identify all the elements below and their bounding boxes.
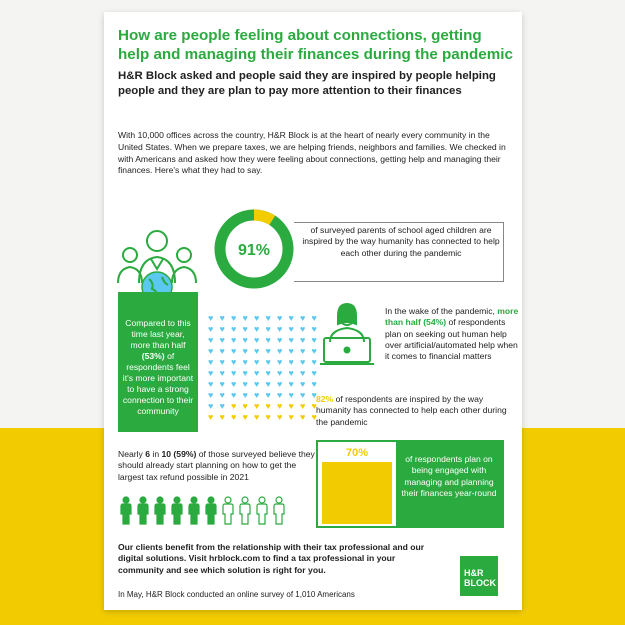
stat-82-text: 82% of respondents are inspired by the way humanity has connected to help each other during the pandemic <box>316 394 507 427</box>
heart-icon: ♥ <box>254 313 260 323</box>
stat-91-text: of surveyed parents of school aged children are inspired by the way humanity has connected to help each other during the pandemic <box>302 225 500 258</box>
heart-icon: ♥ <box>265 390 271 400</box>
heart-icon: ♥ <box>300 390 306 400</box>
stat-70-text: of respondents plan on being engaged with managing and planning their finances year-round <box>401 454 497 498</box>
heart-icon: ♥ <box>208 379 214 389</box>
heart-icon: ♥ <box>311 390 317 400</box>
heart-icon: ♥ <box>277 335 283 345</box>
stat-70-bar <box>322 462 392 524</box>
heart-icon: ♥ <box>311 346 317 356</box>
heart-icon: ♥ <box>300 313 306 323</box>
survey-note: In May, H&R Block conducted an online survey of 1,010 Americans <box>118 590 355 599</box>
heart-icon: ♥ <box>219 313 225 323</box>
heart-icon: ♥ <box>219 412 225 422</box>
heart-icon: ♥ <box>208 401 214 411</box>
heart-icon: ♥ <box>265 401 271 411</box>
heart-icon: ♥ <box>277 390 283 400</box>
heart-icon: ♥ <box>242 313 248 323</box>
stat-59-text: Nearly 6 in 10 (59%) of those surveyed believe they should already start planning on how to get the largest tax refund possible in 2021 <box>118 449 315 482</box>
heart-icon: ♥ <box>219 346 225 356</box>
heart-icon: ♥ <box>231 401 237 411</box>
person-laptop-icon <box>316 302 378 368</box>
heart-icon: ♥ <box>254 368 260 378</box>
community-connection-text: Compared to this time last year, more than half (53%) of respondents feel it's more important to have a strong connection to their community <box>122 318 194 416</box>
hearts-grid <box>208 314 328 426</box>
heart-icon: ♥ <box>288 379 294 389</box>
heart-icon: ♥ <box>288 346 294 356</box>
heart-icon: ♥ <box>265 335 271 345</box>
heart-icon: ♥ <box>288 401 294 411</box>
heart-icon: ♥ <box>231 335 237 345</box>
infographic-page <box>104 12 522 610</box>
person-filled-icon <box>189 497 199 524</box>
heart-icon: ♥ <box>300 357 306 367</box>
heart-icon: ♥ <box>231 390 237 400</box>
page-subtitle: H&R Block asked and people said they are inspired by people helping people and they are plan to pay more attention to their finances <box>118 70 496 97</box>
heart-icon: ♥ <box>300 335 306 345</box>
heart-icon: ♥ <box>288 324 294 334</box>
donut-91-value: 91% <box>237 242 271 259</box>
heart-icon: ♥ <box>242 401 248 411</box>
closing-paragraph: Our clients benefit from the relationship with their tax professional and our digital solutions. Visit hrblock.com to find a tax professional in your community and see which solution is right for you. <box>118 542 425 575</box>
heart-icon: ♥ <box>265 313 271 323</box>
heart-icon: ♥ <box>242 368 248 378</box>
heart-icon: ♥ <box>231 357 237 367</box>
heart-icon: ♥ <box>300 401 306 411</box>
heart-icon: ♥ <box>208 346 214 356</box>
intro-paragraph: With 10,000 offices across the country, H&R Block is at the heart of nearly every community in the United States. When we prepare taxes, we are helping friends, neighbors and families. We checked in with Americans and asked how they were feeling about connections, getting help and managing their finances. Here's what they had to say. <box>118 130 506 176</box>
page-title: How are people feeling about connections, getting help and managing their finances during the pandemic <box>118 27 513 63</box>
heart-icon: ♥ <box>288 390 294 400</box>
heart-icon: ♥ <box>208 324 214 334</box>
stat-70-value: 70% <box>345 447 369 459</box>
heart-icon: ♥ <box>208 390 214 400</box>
stat-70-box <box>316 440 504 528</box>
heart-icon: ♥ <box>254 390 260 400</box>
heart-icon: ♥ <box>288 412 294 422</box>
heart-icon: ♥ <box>265 346 271 356</box>
heart-icon: ♥ <box>231 379 237 389</box>
heart-icon: ♥ <box>231 313 237 323</box>
heart-icon: ♥ <box>254 346 260 356</box>
heart-icon: ♥ <box>277 368 283 378</box>
heart-icon: ♥ <box>208 368 214 378</box>
heart-icon: ♥ <box>300 324 306 334</box>
heart-icon: ♥ <box>254 324 260 334</box>
community-connection-stat-box <box>118 292 198 432</box>
heart-icon: ♥ <box>219 368 225 378</box>
heart-icon: ♥ <box>311 335 317 345</box>
heart-icon: ♥ <box>242 412 248 422</box>
heart-icon: ♥ <box>208 357 214 367</box>
heart-icon: ♥ <box>208 335 214 345</box>
heart-icon: ♥ <box>219 390 225 400</box>
heart-icon: ♥ <box>242 390 248 400</box>
heart-icon: ♥ <box>311 412 317 422</box>
donut-91-chart <box>212 207 296 291</box>
heart-icon: ♥ <box>300 368 306 378</box>
heart-icon: ♥ <box>254 412 260 422</box>
heart-icon: ♥ <box>231 368 237 378</box>
person-filled-icon <box>155 497 165 524</box>
heart-icon: ♥ <box>288 313 294 323</box>
heart-icon: ♥ <box>242 324 248 334</box>
heart-icon: ♥ <box>311 357 317 367</box>
heart-icon: ♥ <box>311 313 317 323</box>
people-figures-row <box>118 496 290 526</box>
stat-70-side-panel <box>396 442 502 526</box>
person-outline-icon <box>274 497 284 524</box>
heart-icon: ♥ <box>311 368 317 378</box>
heart-icon: ♥ <box>311 379 317 389</box>
heart-icon: ♥ <box>265 368 271 378</box>
heart-icon: ♥ <box>254 379 260 389</box>
heart-icon: ♥ <box>277 379 283 389</box>
heart-icon: ♥ <box>254 357 260 367</box>
person-filled-icon <box>121 497 131 524</box>
heart-icon: ♥ <box>300 412 306 422</box>
heart-icon: ♥ <box>208 412 214 422</box>
person-filled-icon <box>138 497 148 524</box>
heart-icon: ♥ <box>277 401 283 411</box>
heart-icon: ♥ <box>265 412 271 422</box>
heart-icon: ♥ <box>277 324 283 334</box>
heart-icon: ♥ <box>219 357 225 367</box>
heart-icon: ♥ <box>231 346 237 356</box>
heart-icon: ♥ <box>265 357 271 367</box>
heart-icon: ♥ <box>311 324 317 334</box>
heart-icon: ♥ <box>265 379 271 389</box>
heart-icon: ♥ <box>300 346 306 356</box>
person-outline-icon <box>257 497 267 524</box>
heart-icon: ♥ <box>219 324 225 334</box>
heart-icon: ♥ <box>288 335 294 345</box>
person-filled-icon <box>172 497 182 524</box>
person-outline-icon <box>240 497 250 524</box>
heart-icon: ♥ <box>219 335 225 345</box>
hr-block-logo: H&R BLOCK <box>460 556 498 596</box>
heart-icon: ♥ <box>311 401 317 411</box>
heart-icon: ♥ <box>277 357 283 367</box>
person-filled-icon <box>206 497 216 524</box>
heart-icon: ♥ <box>231 324 237 334</box>
heart-icon: ♥ <box>277 313 283 323</box>
heart-icon: ♥ <box>242 379 248 389</box>
heart-icon: ♥ <box>242 346 248 356</box>
heart-icon: ♥ <box>265 324 271 334</box>
heart-icon: ♥ <box>219 401 225 411</box>
person-outline-icon <box>223 497 233 524</box>
heart-icon: ♥ <box>231 412 237 422</box>
heart-icon: ♥ <box>254 401 260 411</box>
heart-icon: ♥ <box>300 379 306 389</box>
heart-icon: ♥ <box>208 313 214 323</box>
stat-54-text: In the wake of the pandemic, more than half (54%) of respondents plan on seeking out human help over artificial/automated help when it comes to financial matters <box>385 306 519 362</box>
heart-icon: ♥ <box>242 335 248 345</box>
heart-icon: ♥ <box>288 357 294 367</box>
heart-icon: ♥ <box>277 412 283 422</box>
heart-icon: ♥ <box>219 379 225 389</box>
heart-icon: ♥ <box>242 357 248 367</box>
heart-icon: ♥ <box>277 346 283 356</box>
heart-icon: ♥ <box>288 368 294 378</box>
heart-icon: ♥ <box>254 335 260 345</box>
